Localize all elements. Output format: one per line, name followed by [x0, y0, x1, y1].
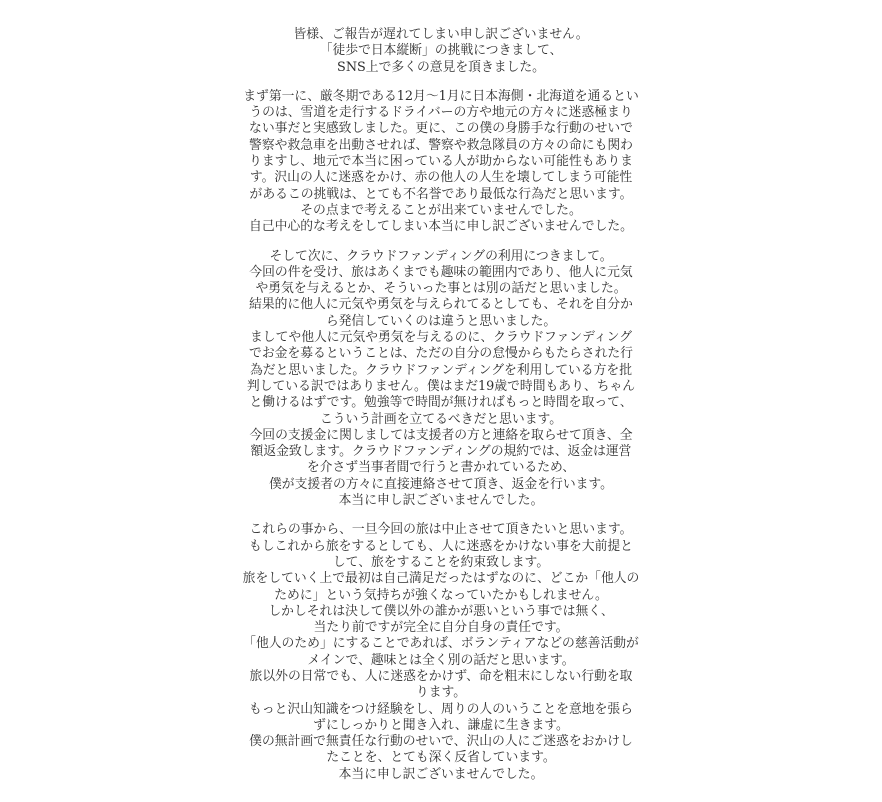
text-line: 旅以外の日常でも、人に迷惑をかけず、命を粗末にしない行動を取	[249, 668, 633, 684]
text-line: 警察や救急車を出動させれば、警察や救急隊員の方々の命にも関わ	[249, 137, 633, 153]
text-line: 「徒歩で日本縦断」の挑戦につきまして、	[319, 43, 563, 59]
text-line: 旅をしていく上で最初は自己満足だったはずなのに、どこか「他人の	[242, 571, 640, 587]
text-line: ずにしっかりと聞き入れ、謙虚に生きます。	[313, 717, 569, 733]
text-line: SNS上で多くの意見を頂きました。	[337, 59, 545, 75]
text-line: 皆様、ご報告が遅れてしまい申し訳ございません。	[293, 27, 589, 42]
text-line: その点まで考えることが出来ていませんでした。	[300, 202, 582, 218]
text-line: 「他人のため」にすることであれば、ボランティアなどの慈善活動が	[243, 636, 639, 652]
text-line: こういう計画を立てるべきだと思います。	[319, 411, 563, 427]
text-line: を介さず当事者間で行うと書かれているため、	[306, 460, 576, 476]
text-line: もしこれから旅をするとしても、人に迷惑をかけない事を大前提と	[249, 538, 633, 554]
text-line: うのは、雪道を走行するドライバーの方や地元の方々に迷惑極まり	[249, 105, 633, 121]
text-line: 為だと思いました。クラウドファンディングを利用している方を批	[250, 362, 632, 378]
text-line: 当たり前ですが完全に自分自身の責任です。	[313, 620, 569, 636]
text-line: 自己中心的な考えをしてしまい本当に申し訳ございませんでした。	[249, 219, 633, 235]
text-line: 結果的に他人に元気や勇気を与えられてるとしても、それを自分か	[249, 297, 633, 313]
text-line: ない事だと実感致しました。更に、この僕の身勝手な行動のせいで	[249, 121, 633, 137]
text-line: りますし、地元で本当に困っている人が助からない可能性もありま	[249, 154, 633, 170]
text-line: しかしそれは決して僕以外の誰かが悪いという事では無く、	[268, 603, 614, 619]
text-line: と働けるはずです。勉強等で時間が無ければもっと時間を取って、	[249, 395, 633, 411]
text-line: や勇気を与えるとか、そういった事とは別の話だと思いました。	[255, 281, 627, 297]
text-line: これらの事から、一旦今回の旅は中止させて頂きたいと思います。	[249, 522, 633, 538]
apology-statement	[0, 27, 882, 796]
paragraph	[0, 27, 882, 76]
text-line: ましてや他人に元気や勇気を与えるのに、クラウドファンディング	[250, 330, 632, 346]
text-line: まず第一に、厳冬期である12月〜1月に日本海側・北海道を通るとい	[243, 88, 639, 104]
text-line: ら発信していくのは違うと思いました。	[325, 313, 557, 329]
text-line: 今回の件を受け、旅はあくまでも趣味の範囲内であり、他人に元気	[249, 264, 633, 280]
paragraph	[0, 89, 882, 236]
text-line: そして次に、クラウドファンディングの利用につきまして。	[269, 248, 613, 264]
text-line: 本当に申し訳ございませんでした。	[338, 493, 544, 509]
text-line: す。沢山の人に迷惑をかけ、赤の他人の人生を壊してしまう可能性	[249, 170, 633, 186]
paragraph	[0, 249, 882, 510]
text-line: 僕の無計画で無責任な行動のせいで、沢山の人にご迷惑をおかけし	[249, 734, 633, 750]
text-line: があるこの挑戦は、とても不名誉であり最低な行為だと思います。	[249, 186, 633, 202]
text-line: 僕が支援者の方々に直接連絡させて頂き、返金を行います。	[269, 476, 613, 492]
text-line: 額返金致します。クラウドファンディングの規約では、返金は運営	[250, 444, 632, 460]
text-line: 今回の支援金に関しましては支援者の方と連絡を取らせて頂き、全	[249, 427, 633, 443]
text-line: ります。	[415, 685, 467, 701]
text-line: 判している訳ではありません。僕はまだ19歳で時間もあり、ちゃん	[246, 378, 636, 394]
text-line: メインで、趣味とは全く別の話だと思います。	[307, 652, 575, 668]
text-line: 本当に申し訳ございませんでした。	[338, 766, 544, 782]
text-line: でお金を募るということは、ただの自分の怠慢からもたらされた行	[249, 346, 633, 362]
text-line: たことを、とても深く反省しています。	[326, 750, 556, 766]
text-line: して、旅をすることを約束致します。	[332, 554, 550, 570]
text-line: ために」という気持ちが強くなっていたかもしれません。	[274, 587, 608, 603]
text-line: もっと沢山知識をつけ経験をし、周りの人のいうことを意地を張ら	[249, 701, 633, 717]
paragraph	[0, 522, 882, 783]
